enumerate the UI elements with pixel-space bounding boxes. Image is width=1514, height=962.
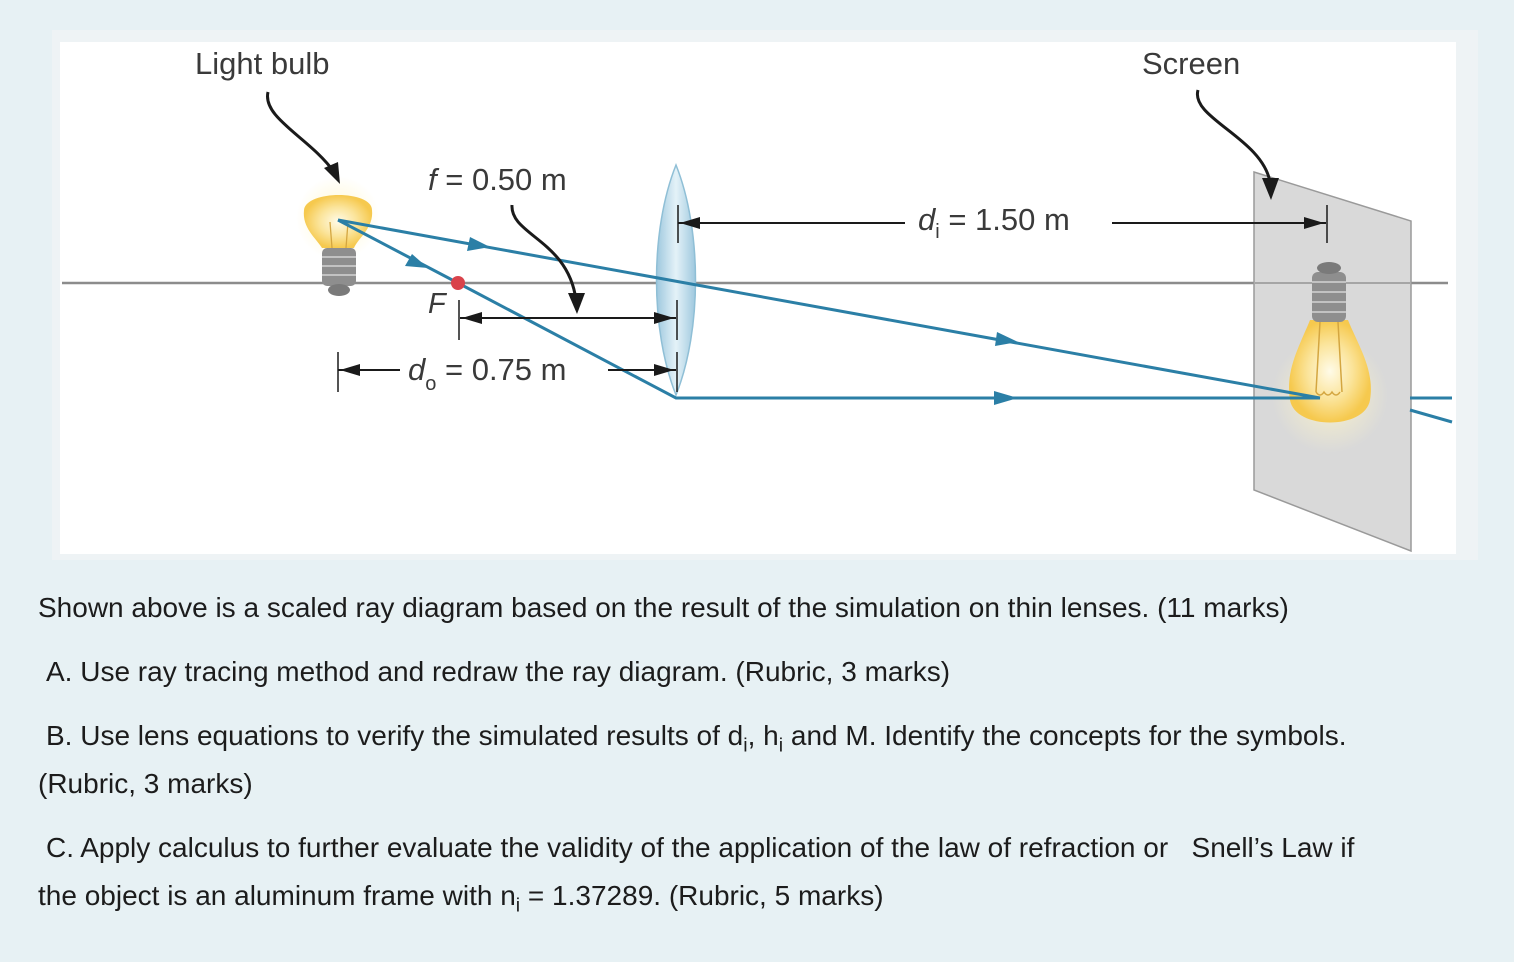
question-part-a: A. Use ray tracing method and redraw the ray diagram. (Rubric, 3 marks): [46, 656, 951, 687]
screen-pointer-arrow: [1197, 90, 1270, 182]
f-dimension-arrowhead: [462, 312, 482, 324]
part-b-text: and M. Identify the concepts for the symbols.: [783, 720, 1347, 751]
part-b-subscript: i: [743, 734, 748, 757]
part-b-text: B. Use lens equations to verify the simulated results of d: [46, 720, 744, 751]
focal-point-label: F: [428, 288, 446, 320]
focal-length-value: = 0.50 m: [436, 162, 567, 197]
image-distance-subscript: i: [935, 221, 940, 243]
focal-length-symbol: f: [428, 162, 437, 197]
ray-arrowhead: [994, 391, 1018, 405]
image-distance-value: = 1.50 m: [939, 202, 1070, 237]
object-distance-subscript: o: [425, 373, 437, 395]
question-intro: Shown above is a scaled ray diagram based on the result of the simulation on thin lenses. (11 marks): [38, 592, 1289, 623]
part-c-text: the object is an aluminum frame with n: [38, 880, 516, 911]
image-distance-label: [918, 202, 1070, 243]
question-part-c-line2: [38, 872, 1478, 920]
part-c-subscript: i: [515, 894, 521, 917]
focal-length-label: [428, 162, 567, 197]
screen-label: Screen: [1142, 46, 1241, 81]
question-part-c-line1: C. Apply calculus to further evaluate the validity of the application of the law of refraction or Snell’s Law if: [46, 832, 1355, 863]
object-distance-value: = 0.75 m: [436, 352, 567, 387]
f-pointer-arrowhead: [568, 293, 585, 314]
focal-point: [451, 276, 465, 290]
image-distance-symbol: d: [918, 202, 936, 237]
question-part-b-line1: [46, 712, 1486, 760]
question-part-b-line2: (Rubric, 3 marks): [38, 768, 253, 799]
bulb-pointer-arrow: [267, 92, 334, 172]
part-b-subscript: i: [778, 734, 784, 757]
part-b-text: , h: [747, 720, 779, 751]
ray-diagram: [60, 42, 1456, 554]
object-distance-symbol: d: [408, 352, 426, 387]
ray-arrowhead: [467, 237, 490, 251]
do-dimension-arrowhead: [340, 364, 360, 376]
part-c-text: = 1.37289. (Rubric, 5 marks): [520, 880, 884, 911]
light-bulb-label: Light bulb: [195, 46, 330, 81]
object-distance-label: [408, 352, 566, 395]
ray-exit-bottom: [1410, 410, 1452, 422]
